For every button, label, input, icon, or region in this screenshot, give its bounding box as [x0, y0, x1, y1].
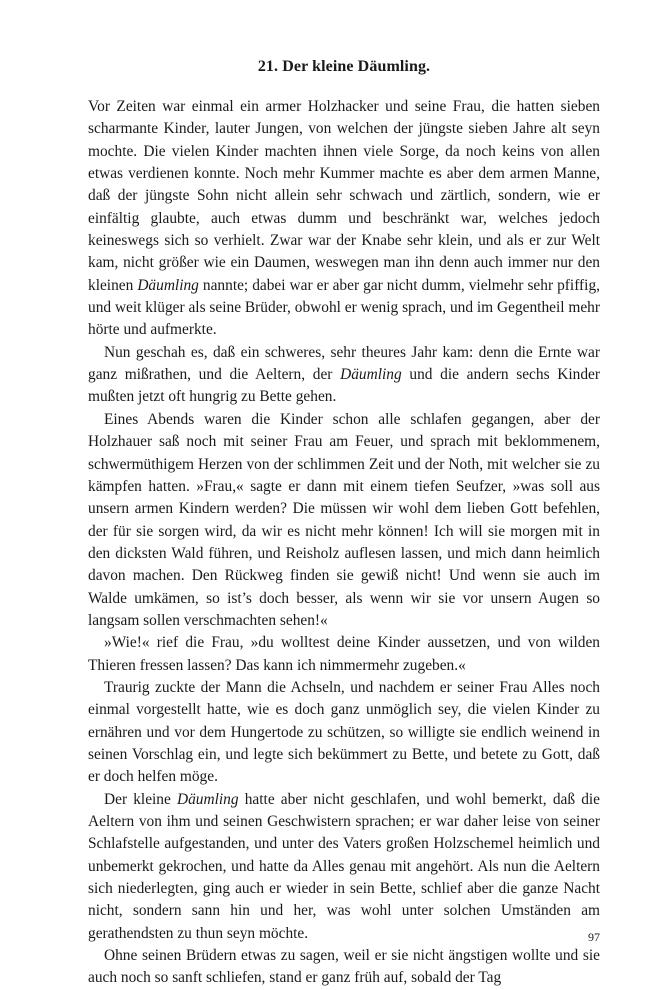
paragraph-3 — [88, 409, 600, 632]
text-segment: hatte aber nicht geschlafen, und wohl bemerkt, daß die Aeltern von ihm und seinen Geschwistern sprachen; er war daher leise von seiner Schlafstelle aufgestanden, und unter des Vaters großen Holzschemel heimlich und unbemerkt gekrochen, und hatte da Alles genau mit angehört. Als nun die Aeltern sich niederlegten, ging auch er wieder in sein Bette, schlief aber die ganze Nacht nicht, sondern sann hin und her, was wohl unter solchen Umständen am gerathendsten zu thun seyn möchte. — [88, 790, 600, 942]
text-segment: »Wie!« rief die Frau, »du wolltest deine Kinder aussetzen, und von wilden Thieren fressen lassen? Das kann ich nimmermehr zugeben.« — [88, 634, 600, 674]
text-segment: Vor Zeiten war einmal ein armer Holzhacker und seine Frau, die hatten sieben scharmante Kinder, lauter Jungen, von welchen der jüngste sieben Jahre alt seyn mochte. Die vielen Kinder machten ihnen viele Sorge, da noch keins von allen etwas verdienen konnte. Noch mehr Kummer machte es aber dem armen Manne, daß der jüngste Sohn nicht allein sehr schwach und zärtlich, sondern, wie er einfältig glaubte, auch etwas dumm und beschränkt war, welches jedoch keineswegs sich so verhielt. Zwar war der Knabe sehr klein, und als er zur Welt kam, nicht größer wie ein Daumen, weswegen man ihn denn auch immer nur den kleinen — [88, 98, 600, 294]
text-segment: nannte; dabei war er aber gar nicht dumm, vielmehr sehr pfiffig, und weit klüger als seine Brüder, obwohl er wenig sprach, und im Gegentheil mehr hörte und aufmerkte. — [88, 276, 600, 339]
text-segment: Eines Abends waren die Kinder schon alle schlafen gegangen, aber der Holzhauer saß noch mit seiner Frau am Feuer, und sprach mit beklommenem, schwermüthigem Herzen von der schlimmen Zeit und der Noth, mit welcher sie zu kämpfen hatten. »Frau,« sagte er dann mit einem tiefen Seufzer, »was soll aus unsern armen Kindern werden? Die müssen wir wohl dem lieben Gott befehlen, der für sie sorgen wird, da wir es nicht mehr können! Ich will sie morgen mit in den dicksten Wald führen, und Reisholz auflesen lassen, und mich dann heimlich davon machen. Den Rückweg finden sie gewiß nicht! Und wenn sie auch im Walde umkämen, so ist’s doch besser, als wenn wir sie vor unsern Augen so langsam sollen verschmachten sehen!« — [88, 410, 600, 629]
italic-name: Däumling — [340, 366, 402, 384]
text-segment: Nun geschah es, daß ein schweres, sehr theures Jahr kam: denn die Ernte war ganz mißrathen, und die Aeltern, der — [88, 343, 600, 384]
text-segment: und die andern sechs Kinder mußten jetzt oft hungrig zu Bette gehen. — [88, 366, 600, 406]
page-number: 97 — [588, 930, 600, 944]
text-segment: Ohne seinen Brüdern etwas zu sagen, weil er sie nicht ängstigen wollte und sie auch noch so sanft schliefen, stand er ganz früh auf, sobald der Tag — [88, 947, 600, 987]
paragraph-2 — [88, 342, 600, 409]
text-segment: Traurig zuckte der Mann die Achseln, und nachdem er seiner Frau Alles noch einmal vorgestellt hatte, wie es doch ganz unmöglich sey, die vielen Kinder zu ernähren und vor dem Hungertode zu schützen, so willigte sie endlich weinend in seinen Vorschlag ein, und legte sich bekümmert zu Bette, und betete zu Gott, daß er doch helfen möge. — [88, 678, 600, 786]
paragraph-1 — [88, 96, 600, 342]
page — [88, 56, 600, 990]
text-segment: Der kleine — [104, 790, 177, 808]
italic-name: Däumling — [177, 790, 239, 808]
italic-name: Däumling — [137, 276, 199, 294]
chapter-title: 21. Der kleine Däumling. — [257, 58, 431, 75]
paragraph-4 — [88, 632, 600, 677]
body-text — [88, 96, 600, 990]
paragraph-5 — [88, 677, 600, 789]
paragraph-6 — [88, 789, 600, 945]
paragraph-7 — [88, 945, 600, 990]
